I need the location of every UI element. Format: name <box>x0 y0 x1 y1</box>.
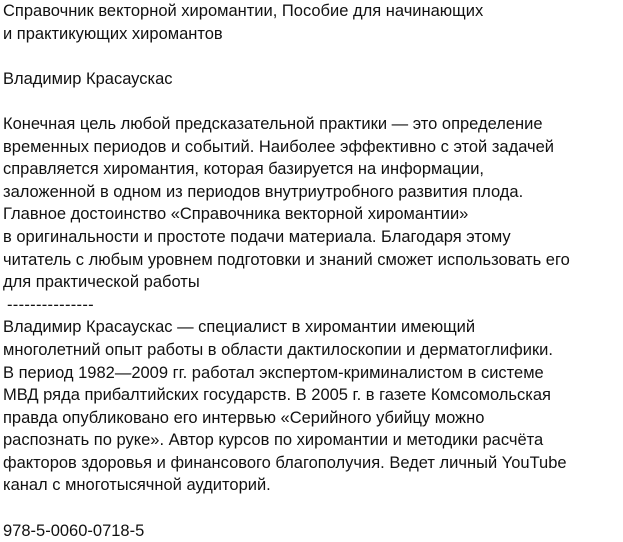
description-line: для практической работы <box>3 273 200 292</box>
bio-line: правда опубликовано его интервью «Серийного убийцу можно <box>3 408 485 427</box>
bio-line: МВД ряда прибалтийских государств. В 2005 г. в газете Комсомольская <box>3 386 551 405</box>
description-line: читатель с любым уровнем подготовки и знаний сможет использовать его <box>3 250 570 269</box>
spacer <box>3 497 621 520</box>
book-title <box>3 0 621 45</box>
isbn: 978-5-0060-0718-5 <box>3 521 145 540</box>
title-line: и практикующих хиромантов <box>3 24 223 43</box>
description-line: Конечная цель любой предсказательной практики — это определение <box>3 114 543 133</box>
description-line: временных периодов и событий. Наиболее эффективно с этой задачей <box>3 137 555 156</box>
bio-line: распознать по руке». Автор курсов по хиромантии и методики расчёта <box>3 431 544 450</box>
author-bio <box>3 316 621 497</box>
book-description-document <box>3 0 621 542</box>
bio-line: В период 1982—2009 гг. работал экспертом-криминалистом в системе <box>3 363 544 382</box>
bio-line: Владимир Красаускас — специалист в хиромантии имеющий <box>3 318 476 337</box>
spacer <box>3 90 621 113</box>
description-line: в оригинальности и простоте подачи материала. Благодаря этому <box>3 227 511 246</box>
bio-line: многолетний опыт работы в области дактилоскопии и дерматоглифики. <box>3 340 553 359</box>
bio-line: факторов здоровья и финансового благополучия. Ведет личный YouTube <box>3 453 567 472</box>
bio-line: канал с многотысячной аудиторий. <box>3 476 271 495</box>
book-description <box>3 113 621 294</box>
section-separator: --------------- <box>7 295 94 314</box>
title-line: Справочник векторной хиромантии, Пособие для начинающих <box>3 2 484 20</box>
spacer <box>3 45 621 68</box>
author-name: Владимир Красаускас <box>3 69 173 88</box>
description-line: Главное достоинство «Справочника векторной хиромантии» <box>3 205 469 224</box>
description-line: справляется хиромантия, которая базируется на информации, <box>3 160 485 179</box>
description-line: заложенной в одном из периодов внутриутробного развития плода. <box>3 182 524 201</box>
